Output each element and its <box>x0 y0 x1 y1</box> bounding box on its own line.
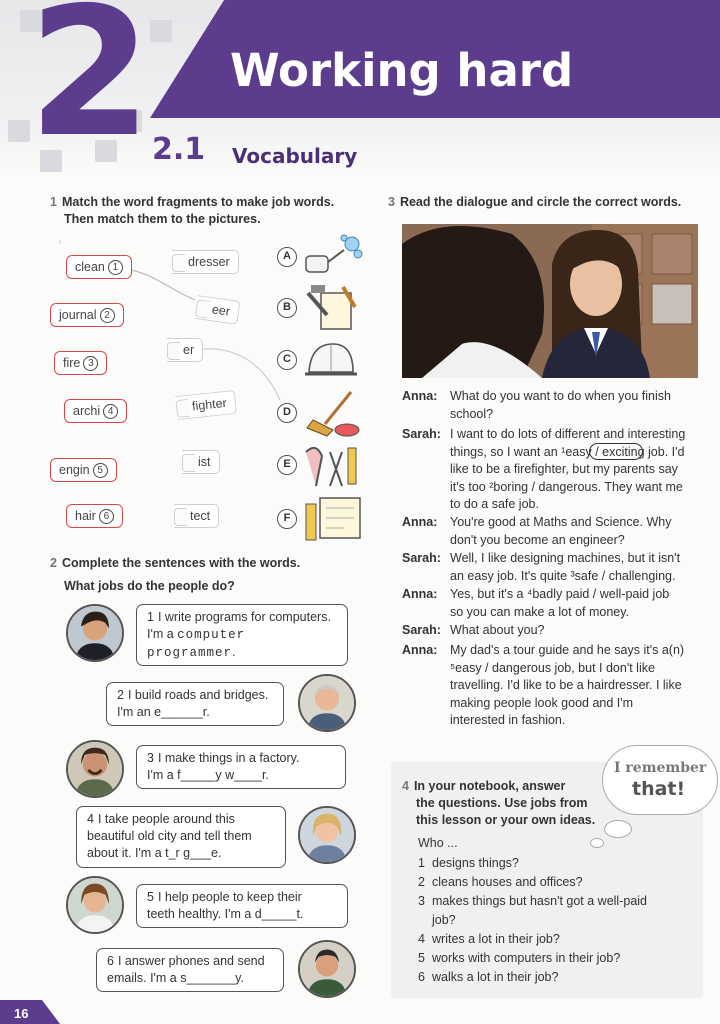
unit-title: Working hard <box>230 44 574 97</box>
fragment-end[interactable]: dresser <box>172 250 239 274</box>
avatar-man-engineer <box>298 674 356 732</box>
gap-answer[interactable]: I'm an e______r. <box>117 705 210 719</box>
dialogue-line: Anna: What do you want to do when you finish school? <box>402 389 671 421</box>
list-item: 1 designs things? <box>418 856 519 870</box>
list-item: 2 cleans houses and offices? <box>418 875 583 889</box>
picture-letter-f: F <box>277 509 297 529</box>
ex1-instruction: 1 Match the word fragments to make job words. Then match them to the pictures. <box>50 195 335 226</box>
cleaning-spray-icon <box>300 232 365 280</box>
answer-programmer[interactable]: programmer <box>147 646 233 660</box>
cloud-bubble-small <box>604 820 632 838</box>
avatar-man-secretary <box>298 940 356 998</box>
answer-circle-mark <box>589 443 643 460</box>
tools-clipboard-icon <box>303 283 363 333</box>
list-item: 4 writes a lot in their job? <box>418 932 560 946</box>
ex2-instruction: 2 Complete the sentences with the words. What jobs do the people do? <box>50 556 301 593</box>
picture-letter-d: D <box>277 403 297 423</box>
dialogue-line: Anna: Yes, but it's a ⁴badly paid / well-paid job so you can make a lot of money. <box>402 587 670 619</box>
list-item: 5 works with computers in their job? <box>418 951 621 965</box>
sentence-bubble-2: 2 I build roads and bridges. I'm an e______r. <box>106 682 284 726</box>
dialogue-line: Anna: My dad's a tour guide and he says it's a(n) ⁵easy / dangerous job, but I don't like travelling. I'd like to be a hairdresser. I like making people look good and I'm interested in fashion. <box>402 643 685 727</box>
broom-bucket-icon <box>303 390 361 438</box>
dialogue-line: Sarah: I want to do lots of different and interesting things, so I want an ¹easy / exciting job. I'd like to be a firefighter, but my parents say it's too ²boring / dangerous. They want me to do a safe job. <box>402 427 686 511</box>
gap-answer[interactable]: emails. I'm a s_______y. <box>107 971 244 985</box>
page-number-tab <box>0 1000 60 1024</box>
fragment-start[interactable]: clean 1 <box>66 255 132 279</box>
gap-answer[interactable]: teeth healthy. I'm a d_____t. <box>147 907 304 921</box>
fragment-end[interactable]: tect <box>174 504 219 528</box>
sentence-bubble-5: 5 I help people to keep their teeth healthy. I'm a d_____t. <box>136 884 348 928</box>
fragment-end[interactable]: er <box>167 338 203 362</box>
fragment-end[interactable]: ist <box>182 450 220 474</box>
gap-answer[interactable]: I'm a f_____y w____r. <box>147 768 269 782</box>
gap-answer[interactable]: about it. I'm a t_r g___e. <box>87 846 222 860</box>
lesson-number: 2.1 <box>152 132 206 167</box>
avatar-woman-tour-guide <box>298 806 356 864</box>
cloud-bubble-tiny <box>590 838 604 848</box>
ex1-match-lines <box>50 240 310 540</box>
ex4-question-list <box>418 854 698 987</box>
ex4-who: Who ... <box>418 836 458 850</box>
fragment-start[interactable]: engin 5 <box>50 458 117 482</box>
fragment-start[interactable]: hair 6 <box>66 504 123 528</box>
page-number: 16 <box>14 1006 29 1021</box>
answer-computer[interactable]: computer <box>177 628 246 642</box>
avatar-man-factory-worker <box>66 740 124 798</box>
sentence-bubble-1: 1 I write programs for computers. I'm a computer programmer. <box>136 604 348 666</box>
dialogue-line: Sarah: Well, I like designing machines, but it isn't an easy job. It's quite ³safe / challenging. <box>402 551 681 583</box>
picture-letter-a: A <box>277 247 297 267</box>
remember-text-bold: that! <box>632 778 686 800</box>
fragment-end[interactable]: eer <box>195 295 241 325</box>
dialogue-line: Sarah: What about you? <box>402 623 545 637</box>
architect-drawing-icon <box>300 494 364 544</box>
photo-two-girls-talking <box>402 224 698 378</box>
remember-text: I remember <box>614 760 707 776</box>
picture-letter-c: C <box>277 350 297 370</box>
unit-number: 2 <box>28 0 148 176</box>
lesson-title: Vocabulary <box>232 144 358 168</box>
ex4-instruction: 4 In your notebook, answer the questions. Use jobs from this lesson or your own ideas. <box>402 779 596 827</box>
sentence-bubble-4: 4 I take people around this beautiful old city and tell them about it. I'm a t_r g___e. <box>76 806 286 868</box>
hairdresser-tools-icon <box>300 442 364 490</box>
list-item: 6 walks a lot in their job? <box>418 970 559 984</box>
picture-letter-e: E <box>277 455 297 475</box>
avatar-woman-programmer <box>66 604 124 662</box>
dialogue-line: Anna: You're good at Maths and Science. Why don't you become an engineer? <box>402 515 672 547</box>
avatar-woman-dentist <box>66 876 124 934</box>
fragment-start[interactable]: fire 3 <box>54 351 107 375</box>
fragment-start[interactable]: archi 4 <box>64 399 127 423</box>
sentence-bubble-3: 3 I make things in a factory. I'm a f_____y w____r. <box>136 745 346 789</box>
list-item: 3 makes things but hasn't got a well-paid job? <box>418 894 648 927</box>
picture-letter-b: B <box>277 298 297 318</box>
sentence-bubble-6: 6 I answer phones and send emails. I'm a s_______y. <box>96 948 284 992</box>
ex3-instruction: 3 Read the dialogue and circle the correct words. <box>388 195 682 209</box>
hard-hat-icon <box>303 338 358 384</box>
fragment-end[interactable]: fighter <box>175 390 237 420</box>
fragment-start[interactable]: journal 2 <box>50 303 124 327</box>
